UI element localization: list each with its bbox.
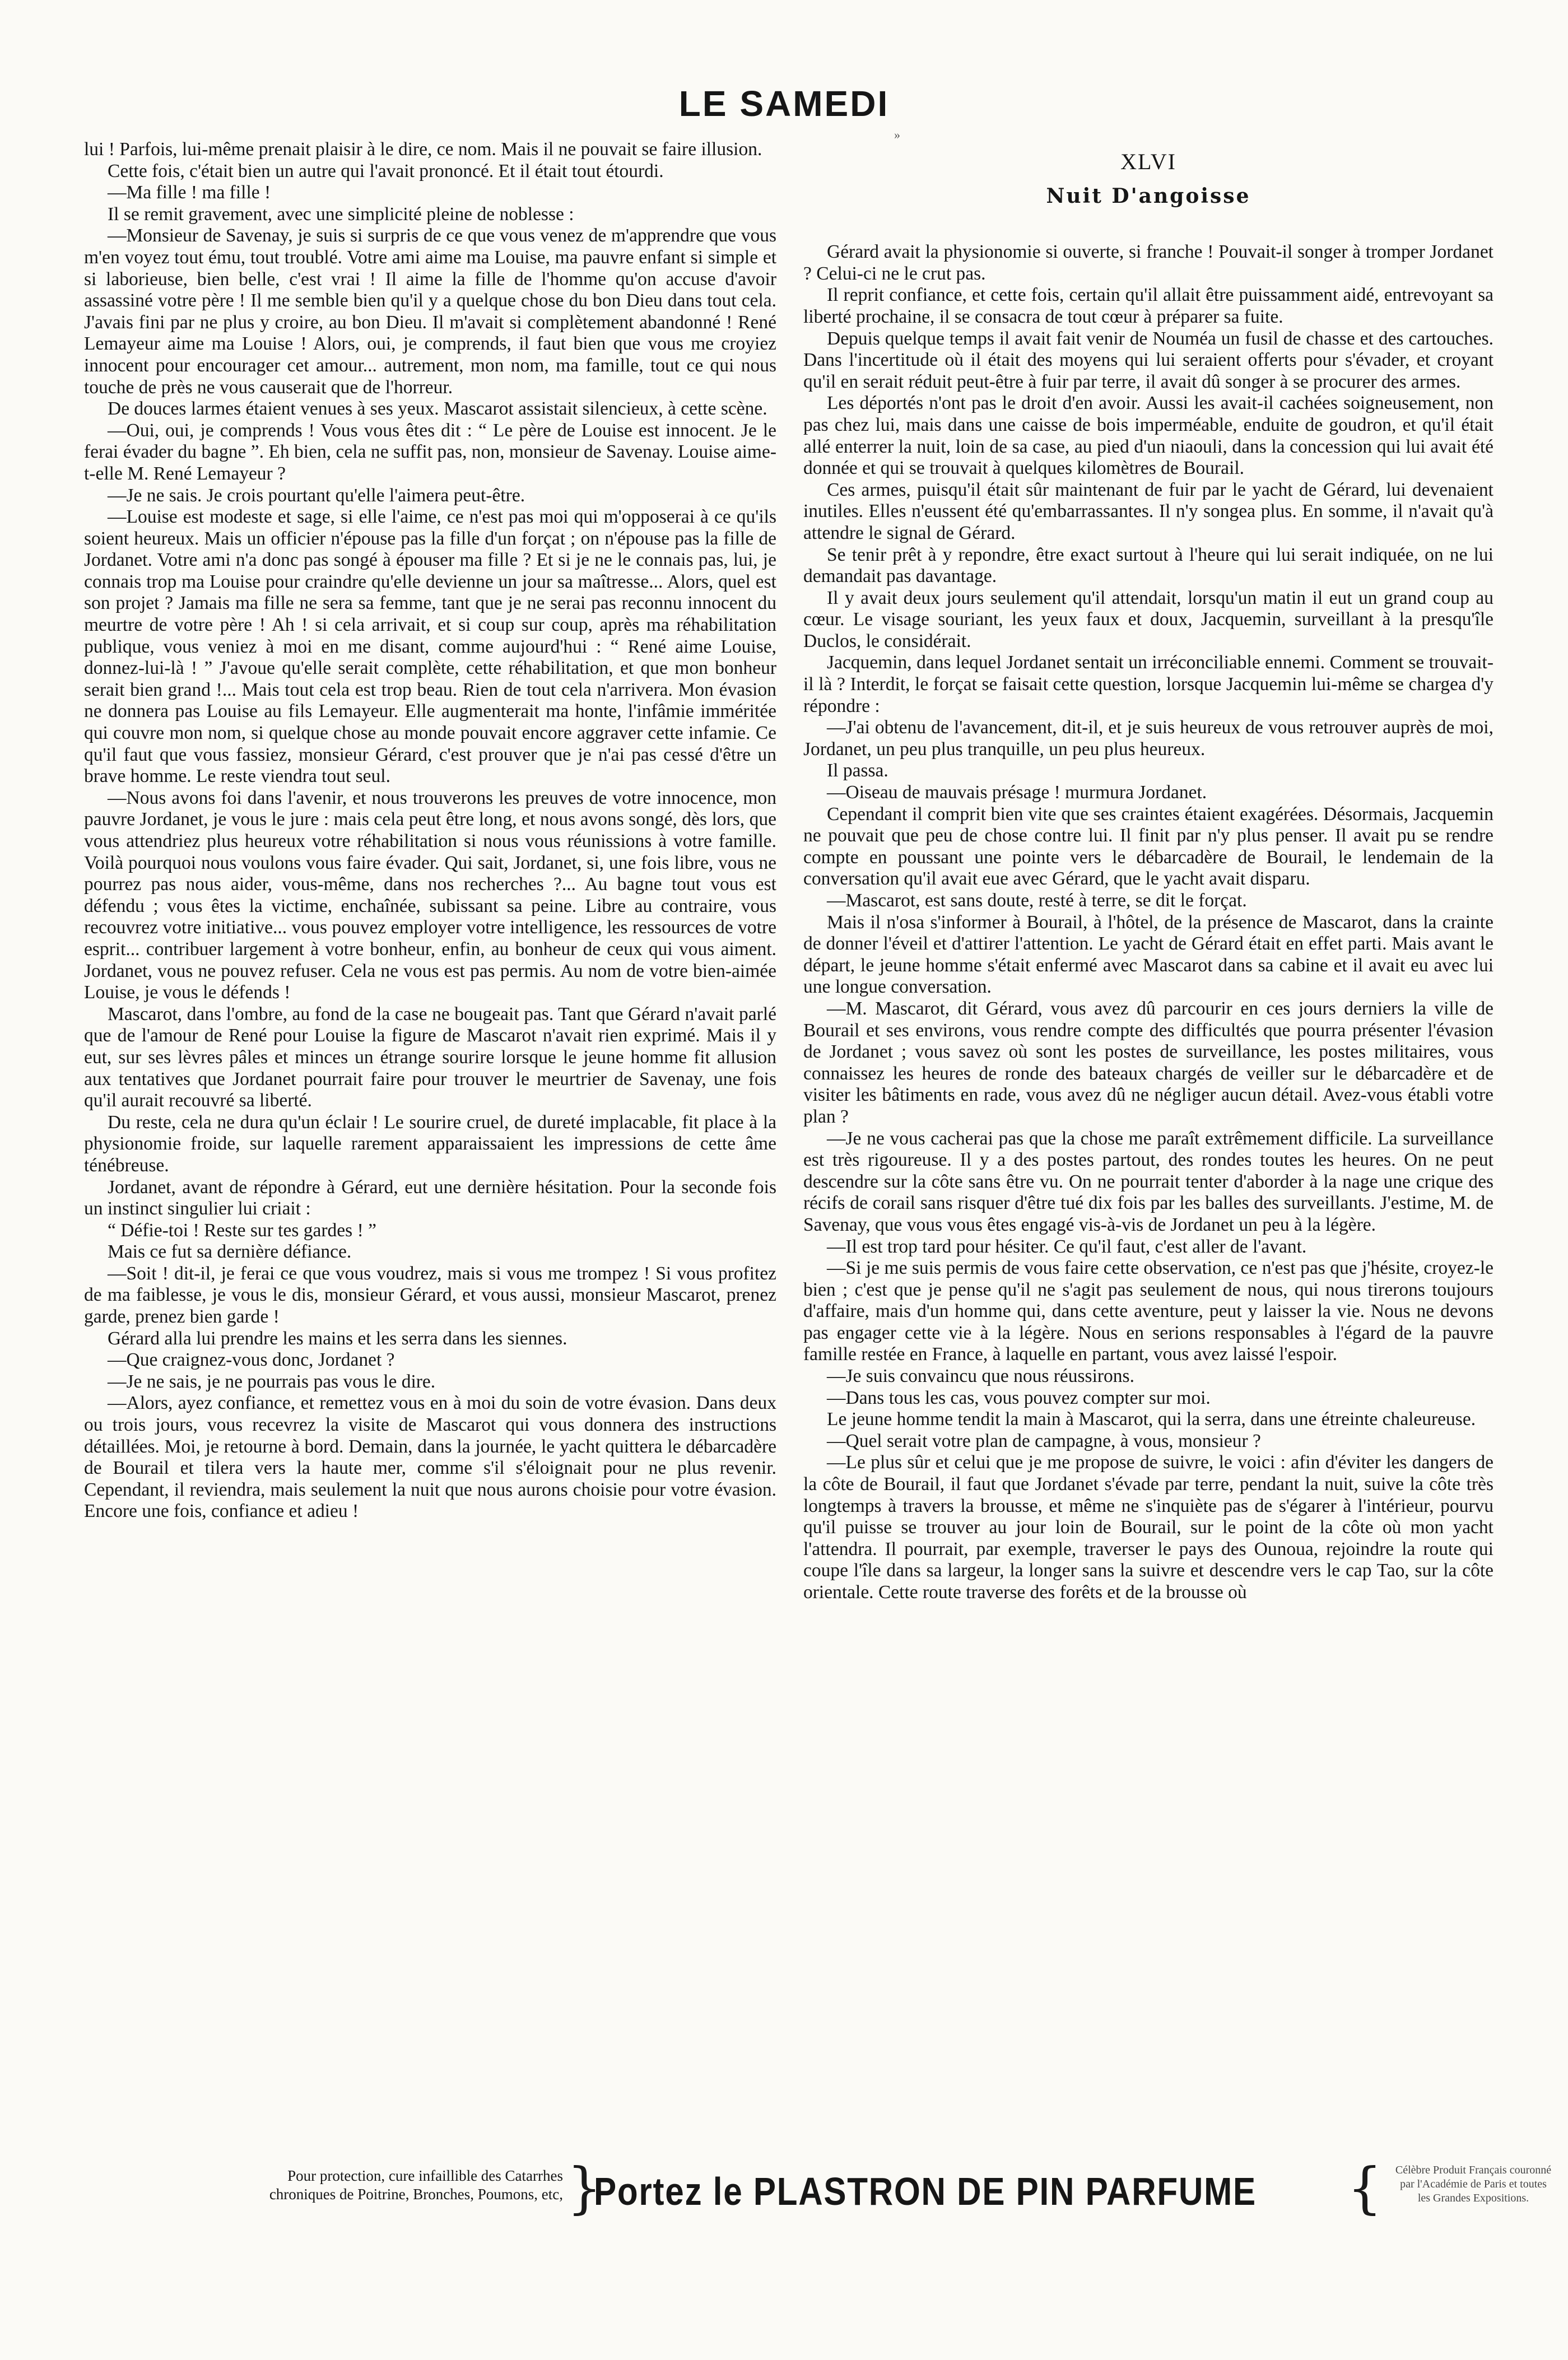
paragraph: —Louise est modeste et sage, si elle l'aime, ce n'est pas moi qui m'opposerai à ce qu'ils soient heureux. Mais un officier n'épouse pas la fille d'un forçat ; on n'épouse pas la fille de Jordanet. Votre ami n'a donc pas songé à épouser ma fille ? Et si je ne le connais pas, lui, je connais trop ma Louise pour craindre qu'elle devienne un jour sa maîtresse... Alors, quel est son projet ? Jamais ma fille ne sera sa femme, tant que je ne serai pas reconnu innocent du meurtre de votre père ! Ah ! si cela arrivait, et si coup sur coup, après ma réhabilitation publique, vous veniez à moi en me disant, comme aujourd'hui : “ René aime Louise, donnez-lui-là ! ” J'avoue qu'elle serait complète, cette réhabilitation, et que mon bonheur serait bien grand !... Mais tout cela est trop beau. Rien de tout cela n'arrivera. Mon évasion ne donnera pas Louise au fils Lemayeur. Elle augmenterait ma honte, l'infâmie imméritée qui couvre mon nom, si quelque chose au monde pouvait encore aggraver cette infamie. Ce qu'il faut que vous fassiez, monsieur Gérard, c'est prouver que je n'ai pas cessé d'être un brave homme. Le reste viendra tout seul. [84,506,776,787]
ad-left-line: chroniques de Poitrine, Bronches, Poumons, etc, [269,2186,563,2203]
brace-icon: { [1347,2157,1383,2221]
paragraph: De douces larmes étaient venues à ses yeux. Mascarot assistait silencieux, à cette scène. [108,398,767,420]
paragraph: Depuis quelque temps il avait fait venir de Nouméa un fusil de chasse et des cartouches. Dans l'incertitude où il était des moyens qui lui seraient offerts pour s'évader, et croyant qu'il en serait réduit peut-être à fuir par terre, il avait dû songer à se procurer des armes. [803,328,1493,392]
paragraph: —Quel serait votre plan de campagne, à vous, monsieur ? [827,1430,1261,1451]
paragraph: Se tenir prêt à y repondre, être exact surtout à l'heure qui lui serait indiquée, on ne lui demandait pas davantage. [803,544,1493,587]
paragraph: —Alors, ayez confiance, et remettez vous en à moi du soin de votre évasion. Dans deux ou trois jours, vous recevrez la visite de Mascarot qui vous donnera des instructions détaillées. Moi, je retourne à bord. Demain, dans la journée, le yacht quittera le débarcadère de Bourail et tilera vers la haute mer, comme s'il s'éloignait pour ne plus revenir. Cependant, il reviendra, mais seulement la nuit que nous aurons choisie pour votre évasion. Encore une fois, confiance et adieu ! [84,1393,776,1522]
paragraph: Du reste, cela ne dura qu'un éclair ! Le sourire cruel, de dureté implacable, fit place à la physionomie froide, sur laquelle rarement apparaissaient les impressions de cette âme ténébreuse. [84,1111,776,1176]
ad-right-line: Célèbre Produit Français couronné [1395,2164,1552,2176]
paragraph: —Oui, oui, je comprends ! Vous vous êtes dit : “ Le père de Louise est innocent. Je le ferai évader du bagne ”. Eh bien, cela ne suffit pas, non, monsieur de Savenay. Louise aime-t-elle M. René Lemayeur ? [84,420,776,484]
paragraph: Il se remit gravement, avec une simplicité pleine de noblesse : [108,203,574,225]
paragraph: —Le plus sûr et celui que je me propose de suivre, le voici : afin d'éviter les dangers de la côte de Bourail, il faut que Jordanet s'évade par terre, pendant la nuit, suive la côte très longtemps à travers la brousse, et même ne s'inquiète pas de s'égarer à l'intérieur, pourvu qu'il puisse se trouver au jour loin de Bourail, sur le point de la côte où mon yacht l'attendra. Il pourrait, par exemple, traverser le pays des Ounoua, rejoindre la route qui coupe l'île dans sa largeur, la longer sans la suivre et descendre vers le cap Tao, sur la côte orientale. Cette route traverse des forêts et de la brousse où [803,1452,1493,1603]
paragraph: —Je ne sais. Je crois pourtant qu'elle l'aimera peut-être. [108,485,525,506]
paragraph: Les déportés n'ont pas le droit d'en avoir. Aussi les avait-il cachées soigneusement, non pas chez lui, mais dans une caisse de bois imperméable, enduite de goudron, et qu'il était allé enterrer la nuit, loin de sa case, au pied d'un niaouli, dans la concession qui lui avait été donnée et qui se trouvait à quelques kilomètres de Bourail. [803,393,1493,479]
paragraph: Mascarot, dans l'ombre, au fond de la case ne bougeait pas. Tant que Gérard n'avait parlé que de l'amour de René pour Louise la figure de Mascarot n'avait rien exprimé. Mais il y eut, sur ses lèvres pâles et minces un étrange sourire lorsque le jeune homme fit allusion aux tentatives que Jordanet pourrait faire pour trouver le meurtrier de Savenay, une fois qu'il aurait recouvré sa liberté. [84,1003,776,1111]
ad-right-text [1372,2163,1568,2205]
paragraph: Il reprit confiance, et cette fois, certain qu'il allait être puissamment aidé, entrevoyant sa liberté prochaine, il se consacra de tout cœur à préparer sa fuite. [803,285,1493,327]
brace-icon: } [567,2157,602,2221]
paragraph: lui ! Parfois, lui-même prenait plaisir à le dire, ce nom. Mais il ne pouvait se faire illusion. [84,139,762,160]
ad-right-line: les Grandes Expositions. [1417,2192,1529,2204]
left-column [84,139,776,2111]
paragraph: Le jeune homme tendit la main à Mascarot, qui la serra, dans une étreinte chaleureuse. [827,1409,1476,1430]
paragraph: —Il est trop tard pour hésiter. Ce qu'il faut, c'est aller de l'avant. [827,1236,1307,1257]
paragraph: —Mascarot, est sans doute, resté à terre, se dit le forçat. [827,890,1247,911]
paragraph: —Soit ! dit-il, je ferai ce que vous voudrez, mais si vous me trompez ! Si vous profitez de ma faiblesse, je vous le dis, monsieur Gérard, et vous aussi, monsieur Mascarot, prenez garde, prenez bien garde ! [84,1263,776,1328]
paragraph: Gérard alla lui prendre les mains et les serra dans les siennes. [108,1328,567,1349]
paragraph: —Dans tous les cas, vous pouvez compter sur moi. [827,1387,1211,1408]
paragraph: —Je ne vous cacherai pas que la chose me paraît extrêmement difficile. La surveillance est très rigoureuse. Il y a des postes partout, des rondes toutes les heures. On ne peut descendre sur la côte sans être vu. On ne pourrait tenter d'aborder à la nage une crique des récifs de corail sans risquer d'être tué dix fois par les balles des surveillants. J'estime, M. de Savenay, que vous vous êtes engagé vis-à-vis de Jordanet un peu à la légère. [803,1128,1493,1235]
paragraph: —Ma fille ! ma fille ! [108,182,271,203]
paragraph: Il passa. [827,760,888,781]
chapter-number: XLVI [1120,149,1176,174]
page-mark: » [894,128,900,142]
paragraph: Mais ce fut sa dernière défiance. [108,1241,352,1263]
chapter-title: Nuit D'angoisse [1046,184,1251,208]
paragraph: Jordanet, avant de répondre à Gérard, eut une dernière hésitation. Pour la seconde fois un instinct singulier lui criait : [84,1176,776,1219]
paragraph: Cependant il comprit bien vite que ses craintes étaient exagérées. Désormais, Jacquemin ne pouvait que peu de chose contre lui. Il finit par n'y plus penser. Il avait pu se rendre compte en poussant une pointe vers le débarcadère de Bourail, le lendemain de la conversation qu'il avait eue avec Gérard, que le yacht avait disparu. [803,803,1493,890]
paragraph: —Oiseau de mauvais présage ! murmura Jordanet. [827,782,1207,803]
paragraph: —Je suis convaincu que nous réussirons. [827,1366,1134,1387]
footer-advertisement [84,2157,1552,2229]
paragraph: Il y avait deux jours seulement qu'il attendait, lorsqu'un matin il eut un grand coup au cœur. Le visage souriant, les yeux faux et doux, Jacquemin, surveillant à la presqu'île Duclos, le considérait. [803,587,1493,651]
masthead: LE SAMEDI [678,83,890,124]
ad-right-line: par l'Académie de Paris et toutes [1400,2178,1547,2190]
ad-left-line: Pour protection, cure infaillible des Catarrhes [287,2167,563,2184]
paragraph: “ Défie-toi ! Reste sur tes gardes ! ” [108,1219,376,1241]
paragraph: —Je ne sais, je ne pourrais pas vous le dire. [108,1371,436,1392]
paragraph: —Que craignez-vous donc, Jordanet ? [108,1349,395,1371]
paragraph: Gérard avait la physionomie si ouverte, si franche ! Pouvait-il songer à tromper Jordanet ? Celui-ci ne le crut pas. [803,241,1493,284]
paragraph: Mais il n'osa s'informer à Bourail, à l'hôtel, de la présence de Mascarot, dans la crainte de donner l'éveil et d'attirer l'attention. Le yacht de Gérard était en effet parti. Mais avant le départ, le jeune homme s'était enfermé avec Mascarot dans sa cabine et il avait eu avec lui une longue conversation. [803,911,1493,998]
ad-left-text [137,2167,563,2204]
right-column-body [803,241,1493,1603]
paragraph: —Nous avons foi dans l'avenir, et nous trouverons les preuves de votre innocence, mon pauvre Jordanet, je vous le jure : mais cela peut être long, et nous avons songé, dès lors, que vous attendriez plus heureux votre réhabilitation si nous vous réunissions à votre famille. Voilà pourquoi nous voulons vous faire évader. Qui sait, Jordanet, si, une fois libre, vous ne pourrez pas nous aider, vous-même, dans nos recherches ?... Au bagne tout vous est défendu ; vous êtes la victime, enchaînée, subissant sa peine. Libre au contraire, vous recouvrez votre initiative... vous pouvez employer votre intelligence, les ressources de votre esprit... contribuer largement à votre bonheur, enfin, au bonheur de ceux qui vous aiment. Jordanet, vous ne pouvez refuser. Cela ne vous est pas permis. Au nom de votre bien-aimée Louise, je vous le défends ! [84,787,776,1003]
paragraph: —Si je me suis permis de vous faire cette observation, ce n'est pas que j'hésite, croyez-le bien ; c'est que je pense qu'il ne s'agit pas seulement de nous, qui nous tirerons toujours d'affaire, mais d'un homme qui, dans cette aventure, peut y laisser la vie. Nous ne devons pas engager cette vie à la légère. Nous en serions responsables à l'égard de la pauvre famille restée en France, à laquelle en partant, vous avez laissé l'espoir. [803,1258,1493,1365]
paragraph: Ces armes, puisqu'il était sûr maintenant de fuir par le yacht de Gérard, lui devenaient inutiles. Elles n'eussent été qu'embarrassantes. Il n'y songea plus. En somme, il n'avait qu'à attendre le signal de Gérard. [803,479,1493,543]
paragraph: Jacquemin, dans lequel Jordanet sentait un irréconciliable ennemi. Comment se trouvait-il là ? Interdit, le forçat se faisait cette question, lorsque Jacquemin lui-même se chargea d'y répondre : [803,652,1493,716]
paragraph: Cette fois, c'était bien un autre qui l'avait prononcé. Et il était tout étourdi. [108,160,664,181]
paragraph: —Monsieur de Savenay, je suis si surpris de ce que vous venez de m'apprendre que vous m'en voyez tout ému, tout troublé. Votre ami aime ma Louise, ma pauvre enfant si simple et si laborieuse, bien belle, c'est vrai ! Il aime la fille de l'homme qu'on accuse d'avoir assassiné votre père ! Il me semble bien qu'il y a quelque chose du bon Dieu dans tout cela. J'avais fini par ne plus y croire, au bon Dieu. Il m'avait si complètement abandonné ! René Lemayeur aime ma Louise ! Alors, oui, je comprends, il faut bien que vous me croyiez innocent pour encourager cet amour... autrement, mon nom, ma famille, tout ce qui nous touche de près ne vous causerait que de l'horreur. [84,225,776,398]
ad-headline: Portez le PLASTRON DE PIN PARFUME [594,2170,1257,2213]
paragraph: —M. Mascarot, dit Gérard, vous avez dû parcourir en ces jours derniers la ville de Bourail et ses environs, vous rendre compte des difficultés que pourra présenter l'évasion de Jordanet ; vous savez où sont les postes de surveillance, les postes militaires, vous connaissez les heures de ronde des bateaux chargés de veiller sur le débarcadère et de visiter les bâtiments en rade, vous avez dû ne négliger aucun détail. Avez-vous établi votre plan ? [803,998,1493,1127]
right-column [803,139,1493,2111]
paragraph: —J'ai obtenu de l'avancement, dit-il, et je suis heureux de vous retrouver auprès de moi, Jordanet, un peu plus tranquille, un peu plus heureux. [803,717,1493,760]
